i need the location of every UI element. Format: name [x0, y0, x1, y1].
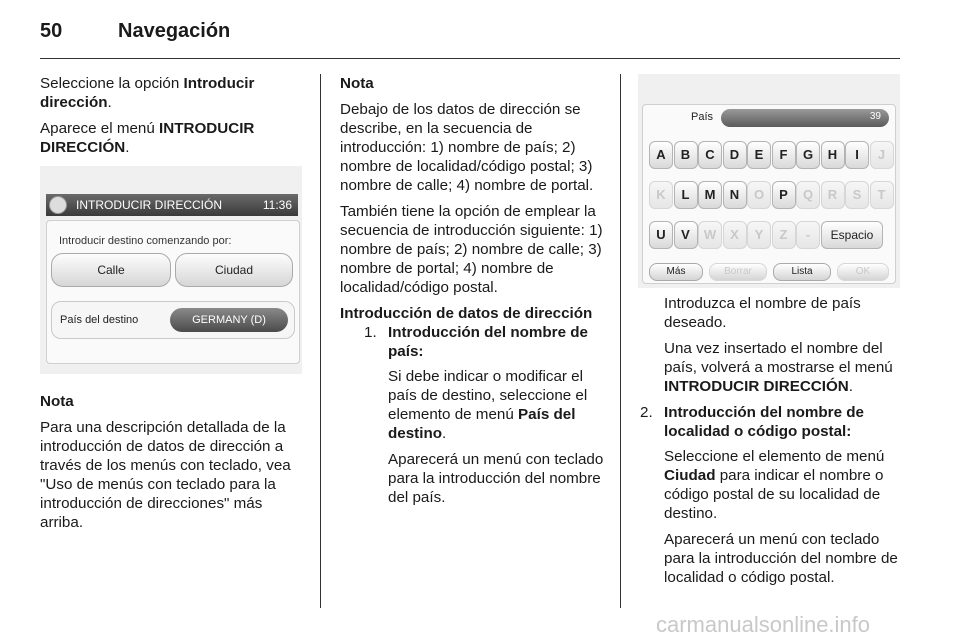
key-space[interactable]: Espacio [821, 221, 883, 249]
key-i[interactable]: I [845, 141, 869, 169]
key-s[interactable]: S [845, 181, 869, 209]
list-button[interactable]: Lista [773, 263, 831, 281]
street-button[interactable]: Calle [51, 253, 171, 287]
key-d[interactable]: D [723, 141, 747, 169]
brand-logo-icon [49, 196, 67, 214]
column-3 [640, 294, 902, 594]
step-2-paragraph-2: Aparecerá un menú con teclado para la introducción del nombre de localidad o código postal. [664, 531, 898, 586]
key-w[interactable]: W [698, 221, 722, 249]
key-j[interactable]: J [870, 141, 894, 169]
key-v[interactable]: V [674, 221, 698, 249]
key-m[interactable]: M [698, 181, 722, 209]
key-u[interactable]: U [649, 221, 673, 249]
step-2-title: 2. Introducción del nombre de localidad o código postal: [640, 404, 864, 440]
key-k[interactable]: K [649, 181, 673, 209]
page-title: Navegación [118, 20, 231, 42]
paragraph-menu-returns: Una vez insertado el nombre del país, volverá a mostrarse el menú INTRODUCIR DIRECCIÓN. [664, 340, 893, 395]
key-l[interactable]: L [674, 181, 698, 209]
key-b[interactable]: B [674, 141, 698, 169]
step-1-title: 1. Introducción del nombre de país: [364, 324, 588, 360]
key-x[interactable]: X [723, 221, 747, 249]
step-1-paragraph-2: Aparecerá un menú con teclado para la introducción del nombre del país. [388, 451, 604, 506]
header-rule [40, 58, 900, 59]
screen-title-bar [46, 194, 298, 216]
delete-button[interactable]: Borrar [709, 263, 767, 281]
watermark: carmanualsonline.info [656, 612, 871, 637]
paragraph-menu-appears: Aparece el menú INTRODUCIR DIRECCIÓN. [40, 120, 255, 156]
key-h[interactable]: H [821, 141, 845, 169]
page-header [40, 14, 900, 56]
key-q[interactable]: Q [796, 181, 820, 209]
note-text: Debajo de los datos de dirección se describe, en la secuencia de introducción: 1) nombre de país; 2) nombre de localidad/código postal; 3) nombre de calle; 4) nombre de portal. [340, 101, 594, 194]
screen-title: INTRODUCIR DIRECCIÓN [76, 198, 222, 212]
key-y[interactable]: Y [747, 221, 771, 249]
key-f[interactable]: F [772, 141, 796, 169]
screen-panel [46, 220, 300, 364]
step-2-paragraph-1: Seleccione el elemento de menú Ciudad para indicar el nombre o código postal de su localidad de destino. [664, 448, 885, 522]
destination-country-label: País del destino [60, 314, 139, 326]
destination-country-row[interactable] [51, 301, 295, 339]
destination-country-value[interactable]: GERMANY (D) [170, 308, 288, 332]
screen-clock: 11:36 [262, 198, 292, 212]
note-title: Nota [40, 393, 74, 410]
key-a[interactable]: A [649, 141, 673, 169]
screen-prompt: Introducir destino comenzando por: [59, 235, 232, 247]
step-1-paragraph-1: Si debe indicar o modificar el país de destino, seleccione el elemento de menú País del destino. [388, 368, 588, 442]
paragraph-alt-sequence: También tiene la opción de emplear la secuencia de introducción siguiente: 1) nombre de país; 2) nombre de calle; 3) nombre de portal; 4) nombre de localidad/código postal. [340, 203, 603, 296]
screenshot-country-keyboard [638, 74, 900, 288]
key-g[interactable]: G [796, 141, 820, 169]
ok-button[interactable]: OK [837, 263, 889, 281]
key-n[interactable]: N [723, 181, 747, 209]
keyboard-panel [642, 104, 896, 284]
note-title: Nota [340, 75, 374, 92]
more-button[interactable]: Más [649, 263, 703, 281]
page-number: 50 [40, 20, 63, 42]
screenshot-address-entry-menu [40, 166, 302, 374]
key-t[interactable]: T [870, 181, 894, 209]
column-divider-2 [620, 74, 621, 608]
paragraph-select-option: Seleccione la opción Introducir dirección. [40, 75, 255, 111]
column-2 [340, 74, 604, 514]
column-1 [40, 74, 304, 164]
country-field-label: País [691, 111, 714, 123]
column-1-note [40, 392, 306, 539]
paragraph-enter-country: Introduzca el nombre de país deseado. [664, 295, 861, 331]
key-dash[interactable]: - [796, 221, 820, 249]
key-o[interactable]: O [747, 181, 771, 209]
key-c[interactable]: C [698, 141, 722, 169]
column-divider-1 [320, 74, 321, 608]
city-button[interactable]: Ciudad [175, 253, 293, 287]
key-p[interactable]: P [772, 181, 796, 209]
key-e[interactable]: E [747, 141, 771, 169]
key-r[interactable]: R [821, 181, 845, 209]
key-z[interactable]: Z [772, 221, 796, 249]
country-input-field[interactable] [721, 109, 889, 127]
section-title: Introducción de datos de dirección [340, 305, 593, 322]
match-counter: 39 [869, 111, 881, 122]
note-text: Para una descripción detallada de la introducción de datos de dirección a través de los menús con teclado, vea "Uso de menús con teclado para la introducción de direcciones" más arriba. [40, 419, 291, 531]
